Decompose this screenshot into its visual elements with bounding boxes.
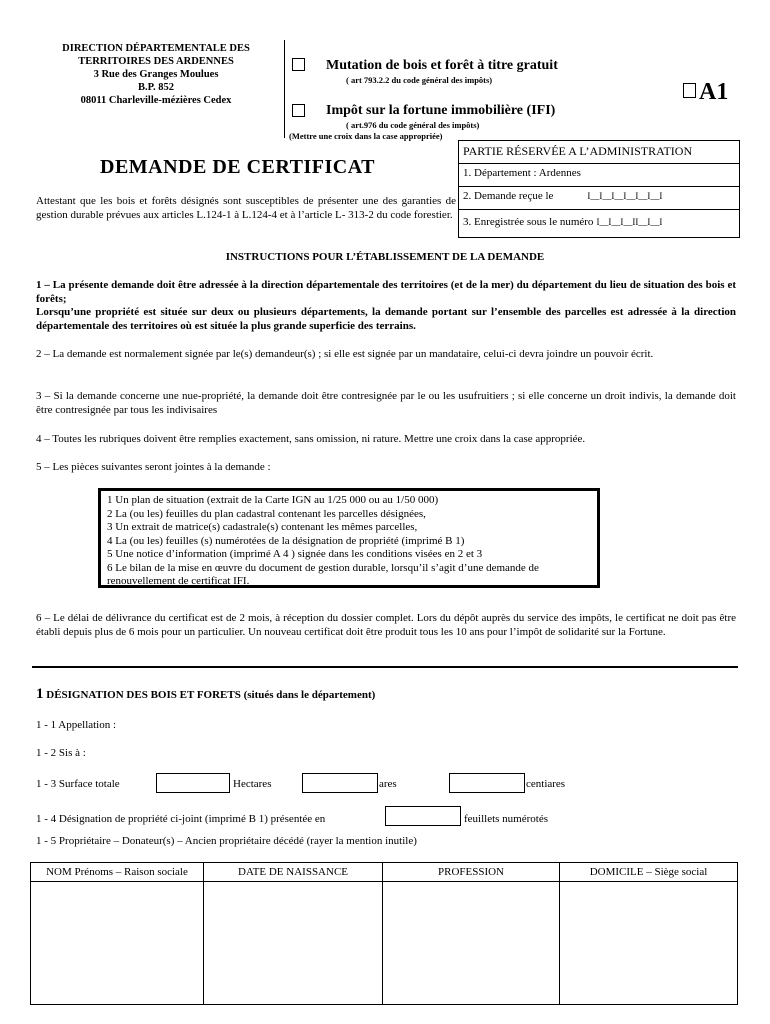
ifi-checkbox[interactable] [292,104,305,117]
instruction-3: 3 – Si la demande concerne une nue-propriété, la demande doit être contresignée par le ou les usufruitiers ; si elle concerne un droit indivis, la demande doit être contresignée par tous les indivisaires [36,390,736,416]
instruction-1-text: 1 – La présente demande doit être adressée à la direction départementale des territoires (et de la mer) du département du lieu de situation des bois et forêts; [36,279,736,305]
address-line-3: 3 Rue des Granges Moulues [93,69,219,80]
piece-item: 3 Un extrait de matrice(s) cadastrale(s) contenant les mêmes parcelles, [107,521,418,533]
col-nom: NOM Prénoms – Raison sociale [31,863,204,882]
instruction-1-text-2: Lorsqu’une propriété est située sur deux ou plusieurs départements, la demande portant sur l’ensemble des parcelles est adressée à la direction départementale des territoires où est située la plus grande superficie des terrains. [36,306,736,332]
centiares-input[interactable] [449,773,525,793]
section-1-number: 1 [36,686,44,702]
mutation-label: Mutation de bois et forêt à titre gratuit [326,58,558,73]
surface-label: 1 - 3 Surface totale [36,778,120,790]
admin-enregistree-slots[interactable]: I__I__I__II__I__I [596,217,663,227]
instruction-4: 4 – Toutes les rubriques doivent être remplies exactement, sans omission, ni rature. Mettre une croix dans la case appropriée. [36,433,586,445]
col-domicile: DOMICILE – Siège social [560,863,738,882]
form-code-checkbox[interactable] [683,83,696,98]
form-code-text: A1 [699,79,729,105]
address-line-2: TERRITOIRES DES ARDENNES [78,56,234,67]
appellation-label: 1 - 1 Appellation : [36,719,117,731]
pieces-list [98,488,600,588]
attestation-text: Attestant que les bois et forêts désignés sont susceptibles de présenter une des garanties de gestion durable prévues aux articles L.124-1 à L.124-4 et à l’article L- 313-2 du code forestier. [36,195,456,221]
admin-enregistree-row [459,210,739,237]
hectares-label: Hectares [233,778,272,790]
section-1-title: DÉSIGNATION DES BOIS ET FORETS (situés dans le département) [46,689,376,701]
hectares-input[interactable] [156,773,230,793]
col-profession: PROFESSION [383,863,560,882]
admin-recue-label: 2. Demande reçue le [463,190,554,202]
instruction-1 [36,279,736,333]
sis-label: 1 - 2 Sis à : [36,747,86,759]
instruction-5: 5 – Les pièces suivantes seront jointes à la demande : [36,461,271,473]
designation-label: 1 - 4 Désignation de propriété ci-joint (imprimé B 1) présentée en [36,813,326,825]
address-line-1: DIRECTION DÉPARTEMENTALE DES [62,43,250,54]
section-1-heading [36,686,375,703]
admin-recue-slots[interactable]: I__I__I__I__I__I__I [587,191,663,201]
header-divider [284,40,285,138]
instruction-2: 2 – La demande est normalement signée par le(s) demandeur(s) ; si elle est signée par un mandataire, celui-ci devra joindre un pouvoir écrit. [36,348,654,360]
date-naissance-cell[interactable] [204,882,383,1005]
address-line-4: B.P. 852 [137,82,175,93]
proprietaire-table [30,862,738,1005]
nom-cell[interactable] [31,882,204,1005]
profession-cell[interactable] [383,882,560,1005]
col-date-naissance: DATE DE NAISSANCE [204,863,383,882]
instructions-heading: INSTRUCTIONS POUR L’ÉTABLISSEMENT DE LA DEMANDE [225,251,545,263]
admin-reserved-box [458,140,740,238]
ifi-label: Impôt sur la fortune immobilière (IFI) [326,103,556,118]
centiares-label: centiares [526,778,566,790]
page-title: DEMANDE DE CERTIFICAT [100,156,376,178]
administration-address [36,42,276,107]
piece-item: 5 Une notice d’information (imprimé A 4 ) signée dans les conditions visées en 2 et 3 [107,548,483,560]
ifi-ref: ( art.976 du code général des impôts) [346,120,480,130]
admin-departement: 1. Département : Ardennes [459,164,739,187]
table-row [31,882,738,1005]
ares-label: ares [379,778,397,790]
feuillets-label: feuillets numérotés [464,813,549,825]
checkbox-note: (Mettre une croix dans la case appropriée) [289,131,443,141]
piece-item: 1 Un plan de situation (extrait de la Carte IGN au 1/25 000 ou au 1/50 000) [107,494,439,506]
piece-item: 4 La (ou les) feuilles (s) numérotées de la désignation de propriété (imprimé B 1) [107,534,465,547]
address-line-5: 08011 Charleville-mézières Cedex [80,95,232,106]
admin-heading: PARTIE RÉSERVÉE A L’ADMINISTRATION [459,141,739,164]
admin-recue-row [459,187,739,210]
section-divider [32,666,738,668]
feuillets-input[interactable] [385,806,461,826]
domicile-cell[interactable] [560,882,738,1005]
admin-enregistree-label: 3. Enregistrée sous le numéro [463,216,594,228]
mutation-checkbox[interactable] [292,58,305,71]
ares-input[interactable] [302,773,378,793]
piece-item: 2 La (ou les) feuilles du plan cadastral contenant les parcelles désignées, [107,507,426,520]
form-code [683,79,728,106]
instruction-6: 6 – Le délai de délivrance du certificat est de 2 mois, à réception du dossier complet. Lors du dépôt auprès du service des impôts, le certificat ne doit pas être établi depuis plus de 6 mois pour un particulier. Un nouveau certificat doit être produit tous les 10 ans pour l’impôt de solidarité sur la Fortune. [36,612,736,638]
piece-item: 6 Le bilan de la mise en œuvre du document de gestion durable, lorsqu’il s’agit d’une demande de renouvellement de certificat IFI. [107,561,539,587]
proprietaire-label: 1 - 5 Propriétaire – Donateur(s) – Ancien propriétaire décédé (rayer la mention inutile) [36,835,417,847]
mutation-ref: ( art 793.2.2 du code général des impôts) [346,75,493,85]
